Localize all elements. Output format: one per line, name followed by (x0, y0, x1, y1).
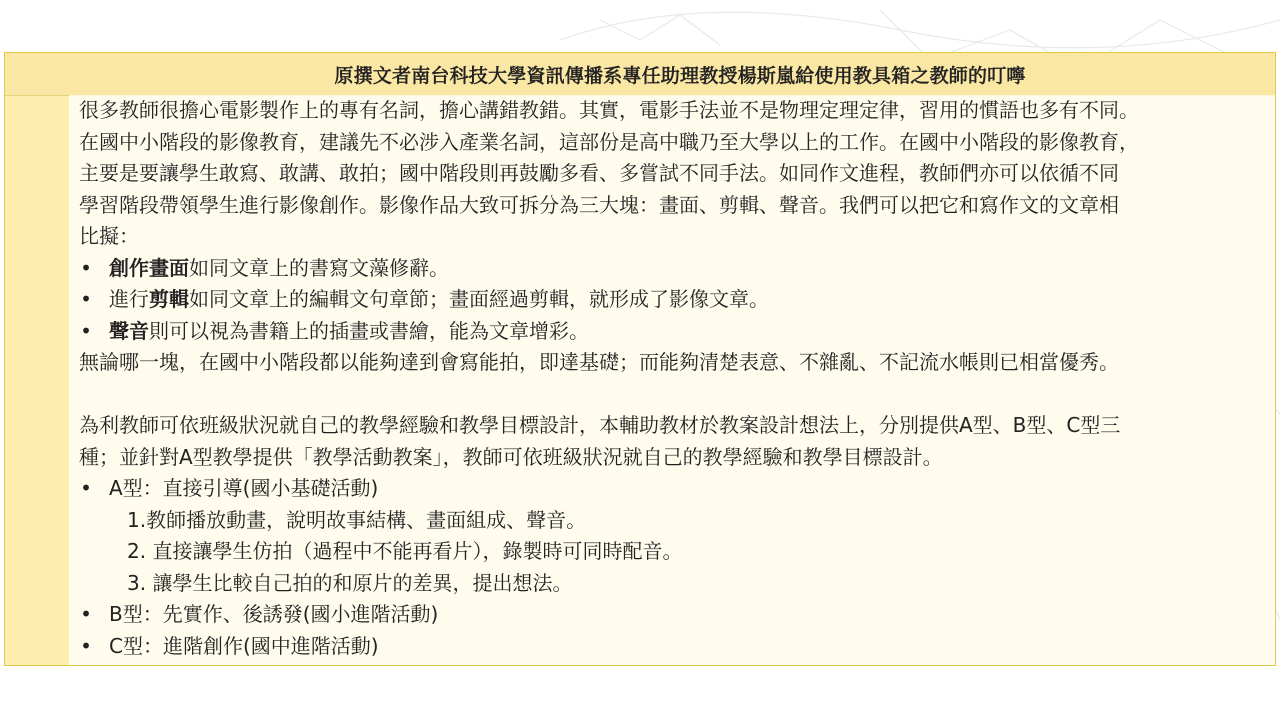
bullet-item-sound: • 聲音則可以視為書籍上的插畫或書繪，能為文章增彩。 (79, 316, 1275, 348)
paragraph-line: 為利教師可依班級狀況就自己的教學經驗和教學目標設計，本輔助教材於教案設計想法上，分別提供A型、B型、C型三 (79, 413, 1121, 437)
summary-line: 無論哪一塊，在國中小階段都以能夠達到會寫能拍，即達基礎；而能夠清楚表意、不雜亂、不記流水帳則已相當優秀。 (79, 350, 1119, 374)
bullet-icon: • (80, 633, 92, 658)
paragraph-line: 很多教師很擔心電影製作上的專有名詞，擔心講錯教錯。其實，電影手法並不是物理定理定律，習用的慣語也多有不同。 (79, 98, 1139, 122)
bullet-icon: • (80, 476, 92, 500)
bullet-icon: • (80, 602, 92, 626)
paragraph-line: 學習階段帶領學生進行影像創作。影像作品大致可拆分為三大塊：畫面、剪輯、聲音。我們可以把它和寫作文的文章相 (79, 192, 1119, 217)
bold-term: 聲音 (109, 318, 149, 343)
bullet-icon: • (80, 318, 92, 343)
type-a-step: 3. 讓學生比較自己拍的和原片的差異，提出想法。 (127, 570, 573, 595)
bullet-item-type-c: • C型：進階創作(國中進階活動) (79, 631, 1275, 663)
bullet-icon: • (80, 255, 92, 280)
bullet-icon: • (80, 287, 92, 311)
title-bar (5, 53, 1275, 96)
content-panel (4, 52, 1276, 666)
paragraph-line: 種；並針對A型教學提供「教學活動教案」，教師可依班級狀況就自己的教學經驗和教學目標設計。 (79, 444, 943, 469)
paragraph-line: 主要是要讓學生敢寫、敢講、敢拍；國中階段則再鼓勵多看、多嘗試不同手法。如同作文進程，教師們亦可以依循不同 (79, 161, 1119, 185)
bullet-item-type-b: • B型：先實作、後誘發(國小進階活動) (79, 599, 1275, 631)
paragraph-line: 在國中小階段的影像教育，建議先不必涉入產業名詞，這部份是高中職乃至大學以上的工作。在國中小階段的影像教育， (79, 129, 1139, 154)
bold-term: 剪輯 (149, 287, 189, 311)
bullet-item-type-a: • A型：直接引導(國小基礎活動) (79, 473, 1275, 505)
blank-spacer (79, 379, 1275, 411)
bullet-item-picture: • 創作畫面如同文章上的書寫文藻修辭。 (79, 253, 1275, 285)
left-accent-strip (5, 53, 69, 665)
bullet-item-editing: • 進行剪輯如同文章上的編輯文句章節；畫面經過剪輯，就形成了影像文章。 (79, 284, 1275, 316)
panel-title: 原撰文者南台科技大學資訊傳播系專任助理教授楊斯嵐給使用教具箱之教師的叮嚀 (334, 64, 1026, 87)
content-body (69, 95, 1275, 665)
bold-term: 創作畫面 (109, 255, 189, 280)
paragraph-line: 比擬： (79, 224, 139, 248)
type-a-step: 2. 直接讓學生仿拍（過程中不能再看片），錄製時可同時配音。 (127, 539, 683, 563)
type-a-step: 1.教師播放動畫，說明故事結構、畫面組成、聲音。 (127, 507, 587, 532)
